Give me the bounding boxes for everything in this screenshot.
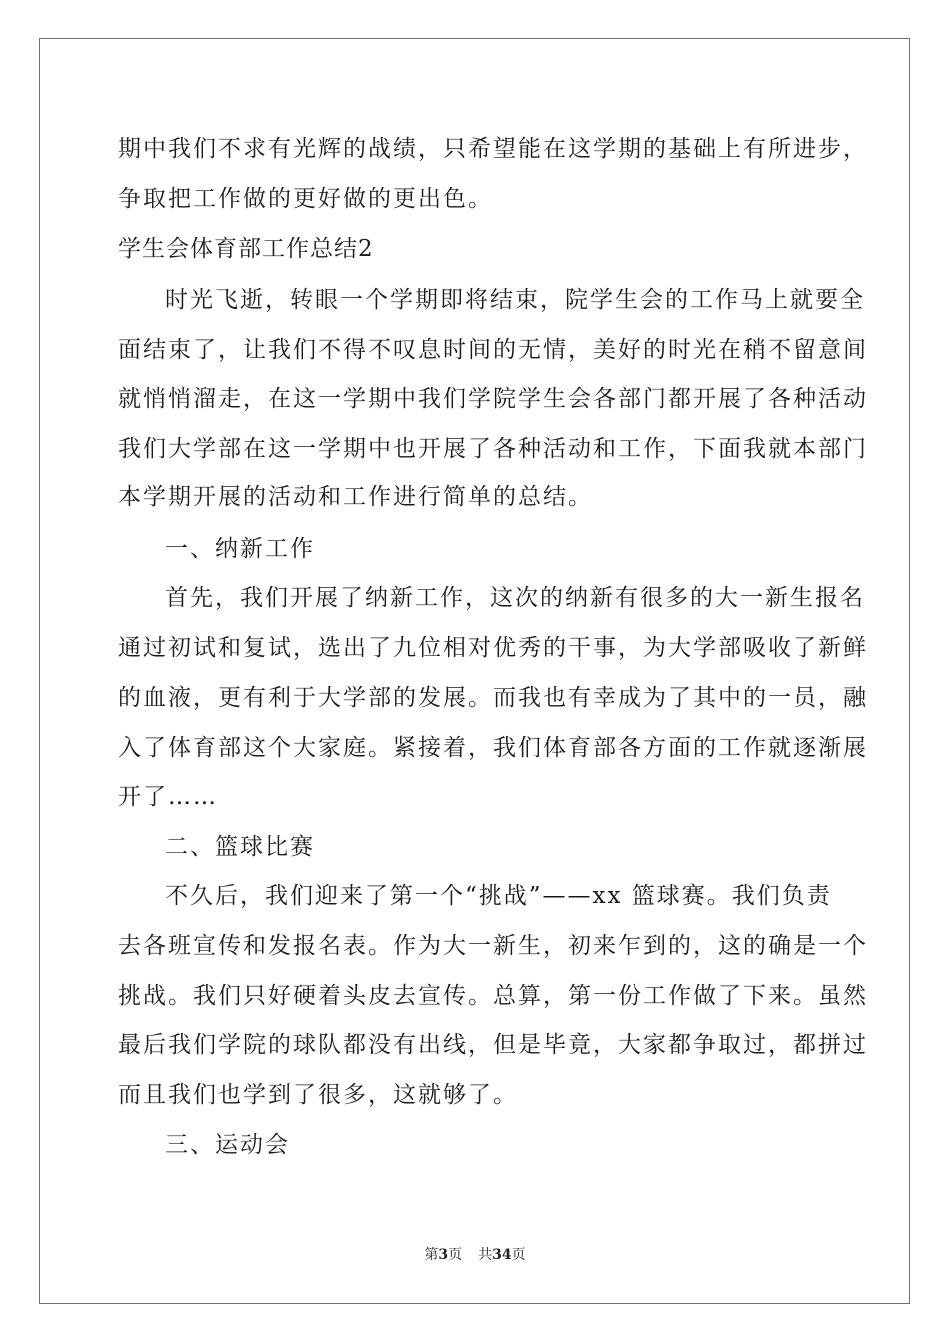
section-title: 学生会体育部工作总结2 xyxy=(118,236,374,262)
page-footer xyxy=(0,1246,950,1264)
body-line: 时光飞逝，转眼一个学期即将结束，院学生会的工作马上就要全 xyxy=(165,287,865,313)
body-line: 不久后，我们迎来了第一个“挑战”——xx 篮球赛。我们负责 xyxy=(165,883,832,909)
body-line: 挑战。我们只好硬着头皮去宣传。总算，第一份工作做了下来。虽然 xyxy=(118,983,868,1009)
subheading: 三、运动会 xyxy=(165,1132,290,1158)
body-line: 最后我们学院的球队都没有出线，但是毕竟，大家都争取过，都拼过 xyxy=(118,1032,868,1058)
body-line: 就悄悄溜走，在这一学期中我们学院学生会各部门都开展了各种活动 xyxy=(118,386,868,412)
body-line: 而且我们也学到了很多，这就够了。 xyxy=(118,1082,518,1108)
page-number: 3 xyxy=(438,1247,449,1263)
body-line: 我们大学部在这一学期中也开展了各种活动和工作，下面我就本部门 xyxy=(118,436,868,462)
body-line: 入了体育部这个大家庭。紧接着，我们体育部各方面的工作就逐渐展 xyxy=(118,735,868,761)
body-line: 首先，我们开展了纳新工作，这次的纳新有很多的大一新生报名 xyxy=(165,585,865,611)
body-line: 去各班宣传和发报名表。作为大一新生，初来乍到的，这的确是一个 xyxy=(118,933,868,959)
body-line: 本学期开展的活动和工作进行简单的总结。 xyxy=(118,484,593,510)
subheading: 一、纳新工作 xyxy=(165,536,315,562)
total-pages: 34 xyxy=(492,1247,512,1263)
body-line: 争取把工作做的更好做的更出色。 xyxy=(118,186,493,212)
total-label-suffix: 页 xyxy=(511,1247,526,1263)
total-label-prefix: 共 xyxy=(478,1247,493,1263)
body-line: 开了…… xyxy=(118,784,218,810)
page-border xyxy=(39,38,910,1304)
body-line: 通过初试和复试，选出了九位相对优秀的干事，为大学部吸收了新鲜 xyxy=(118,635,868,661)
page-label-prefix: 第 xyxy=(424,1247,439,1263)
page-label-suffix: 页 xyxy=(448,1247,463,1263)
body-line: 的血液，更有利于大学部的发展。而我也有幸成为了其中的一员，融 xyxy=(118,685,868,711)
body-line: 期中我们不求有光辉的战绩，只希望能在这学期的基础上有所进步， xyxy=(118,136,868,162)
subheading: 二、篮球比赛 xyxy=(165,834,315,860)
body-line: 面结束了，让我们不得不叹息时间的无情，美好的时光在稍不留意间 xyxy=(118,337,868,363)
